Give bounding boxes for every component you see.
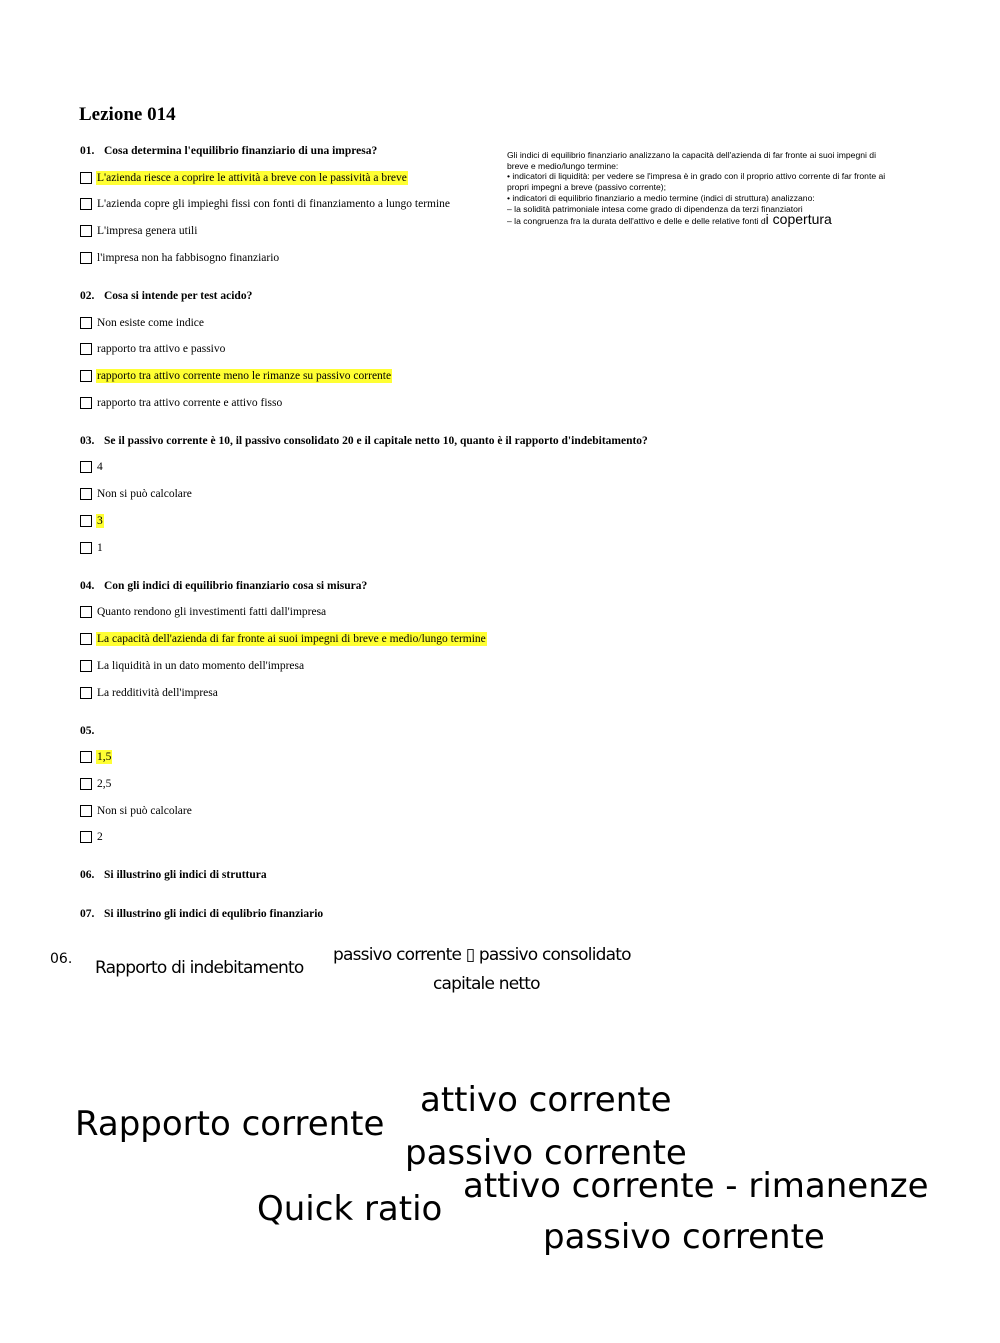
checkbox[interactable] (80, 370, 92, 382)
option-label: Non si può calcolare (97, 805, 192, 817)
option-05-a[interactable] (80, 749, 112, 765)
checkbox[interactable] (80, 633, 92, 645)
checkbox[interactable] (80, 515, 92, 527)
option-03-a[interactable] (80, 459, 104, 475)
option-label: La capacità dell'azienda di far fronte ai suoi impegni di breve e medio/lungo termine (97, 633, 486, 645)
debt-ratio-numerator: passivo corrente ▯ passivo consolidato (333, 945, 631, 965)
question-number: 01. (80, 145, 95, 157)
current-ratio-label: Rapporto corrente (75, 1104, 385, 1144)
note-line-small: – la congruenza fra la durata dell'attivo e delle e delle relative fonti d (507, 216, 766, 227)
option-label: La liquidità in un dato momento dell'impresa (97, 660, 305, 672)
option-04-b[interactable] (80, 631, 487, 647)
question-number: 06. (80, 869, 95, 881)
option-02-b[interactable] (80, 341, 226, 357)
option-04-d[interactable] (80, 685, 219, 701)
checkbox[interactable] (80, 751, 92, 763)
note-line-big: i copertura (765, 211, 832, 228)
checkbox[interactable] (80, 606, 92, 618)
option-01-b[interactable] (80, 196, 451, 212)
checkbox[interactable] (80, 831, 92, 843)
checkbox[interactable] (80, 687, 92, 699)
option-label: 3 (97, 515, 103, 527)
question-text: Con gli indici di equilibrio finanziario cosa si misura? (104, 580, 368, 592)
option-03-b[interactable] (80, 486, 193, 502)
answer-06-number: 06. (50, 951, 73, 967)
note-line: – la solidità patrimoniale intesa come grado di dipendenza da terzi finanziatori (507, 203, 803, 214)
option-02-a[interactable] (80, 315, 205, 331)
checkbox[interactable] (80, 252, 92, 264)
option-01-d[interactable] (80, 250, 280, 266)
checkbox[interactable] (80, 172, 92, 184)
question-04 (80, 580, 367, 592)
question-number: 02. (80, 290, 95, 302)
checkbox[interactable] (80, 317, 92, 329)
debt-ratio-label: Rapporto di indebitamento (95, 958, 304, 978)
side-note (507, 150, 897, 227)
option-label: rapporto tra attivo e passivo (97, 343, 226, 355)
option-04-a[interactable] (80, 604, 327, 620)
checkbox[interactable] (80, 397, 92, 409)
checkbox[interactable] (80, 225, 92, 237)
question-01 (80, 145, 377, 157)
option-label: La redditività dell'impresa (97, 687, 218, 699)
question-text: Cosa determina l'equilibrio finanziario di una impresa? (104, 145, 378, 157)
option-label: L'impresa genera utili (97, 225, 198, 237)
note-line-last (507, 211, 897, 228)
question-07 (80, 908, 323, 920)
quick-ratio-label: Quick ratio (257, 1189, 443, 1229)
option-label: Quanto rendono gli investimenti fatti dall'impresa (97, 606, 327, 618)
note-line: Gli indici di equilibrio finanziario analizzano la capacità dell'azienda di far fronte ai suoi impegni di breve e medio/lungo termine: (507, 150, 876, 171)
checkbox[interactable] (80, 343, 92, 355)
option-01-c[interactable] (80, 223, 198, 239)
debt-ratio-denominator: capitale netto (433, 974, 540, 994)
question-05 (80, 725, 104, 737)
question-number: 05. (80, 725, 95, 737)
question-number: 04. (80, 580, 95, 592)
option-label: 4 (97, 461, 103, 473)
quick-ratio-numerator: attivo corrente - rimanenze (463, 1166, 929, 1206)
question-text: Se il passivo corrente è 10, il passivo consolidato 20 e il capitale netto 10, quanto è il rapporto d'indebitamento? (104, 435, 648, 447)
option-03-d[interactable] (80, 540, 104, 556)
option-label: 2,5 (97, 778, 112, 790)
checkbox[interactable] (80, 542, 92, 554)
note-line: • indicatori di liquidità: per vedere se l'impresa è in grado con il proprio attivo corrente di far fronte ai propri impegni a breve (passivo corrente); (507, 171, 886, 193)
option-label: 1,5 (97, 751, 112, 763)
note-line: • indicatori di equilibrio finanziario a medio termine (indici di struttura) analizzano: (507, 192, 815, 203)
checkbox[interactable] (80, 778, 92, 790)
question-06 (80, 869, 267, 881)
option-01-a[interactable] (80, 170, 408, 186)
option-label: 1 (97, 542, 103, 554)
option-04-c[interactable] (80, 658, 305, 674)
question-number: 07. (80, 908, 95, 920)
current-ratio-numerator: attivo corrente (420, 1080, 672, 1120)
option-label: Non esiste come indice (97, 317, 204, 329)
checkbox[interactable] (80, 488, 92, 500)
question-03 (80, 435, 648, 447)
option-label: Non si può calcolare (97, 488, 192, 500)
question-text: Cosa si intende per test acido? (104, 290, 253, 302)
option-02-d[interactable] (80, 395, 283, 411)
option-label: rapporto tra attivo corrente meno le rimanze su passivo corrente (97, 370, 392, 382)
option-label: L'azienda riesce a coprire le attività a breve con le passività a breve (97, 172, 407, 184)
checkbox[interactable] (80, 660, 92, 672)
checkbox[interactable] (80, 805, 92, 817)
option-02-c[interactable] (80, 368, 392, 384)
quick-ratio-denominator: passivo corrente (543, 1217, 825, 1257)
question-02 (80, 290, 252, 302)
option-label: rapporto tra attivo corrente e attivo fisso (97, 397, 283, 409)
question-text: Si illustrino gli indici di struttura (104, 869, 267, 881)
question-text: Si illustrino gli indici di equlibrio finanziario (104, 908, 324, 920)
question-number: 03. (80, 435, 95, 447)
lesson-title: Lezione 014 (79, 104, 176, 125)
option-label: L'azienda copre gli impieghi fissi con fonti di finanziamento a lungo termine (97, 198, 451, 210)
option-05-b[interactable] (80, 776, 112, 792)
option-03-c[interactable] (80, 513, 104, 529)
checkbox[interactable] (80, 198, 92, 210)
option-05-d[interactable] (80, 829, 104, 845)
option-label: 2 (97, 831, 103, 843)
checkbox[interactable] (80, 461, 92, 473)
option-05-c[interactable] (80, 803, 193, 819)
current-ratio-denominator: passivo corrente (405, 1133, 687, 1173)
option-label: l'impresa non ha fabbisogno finanziario (97, 252, 280, 264)
